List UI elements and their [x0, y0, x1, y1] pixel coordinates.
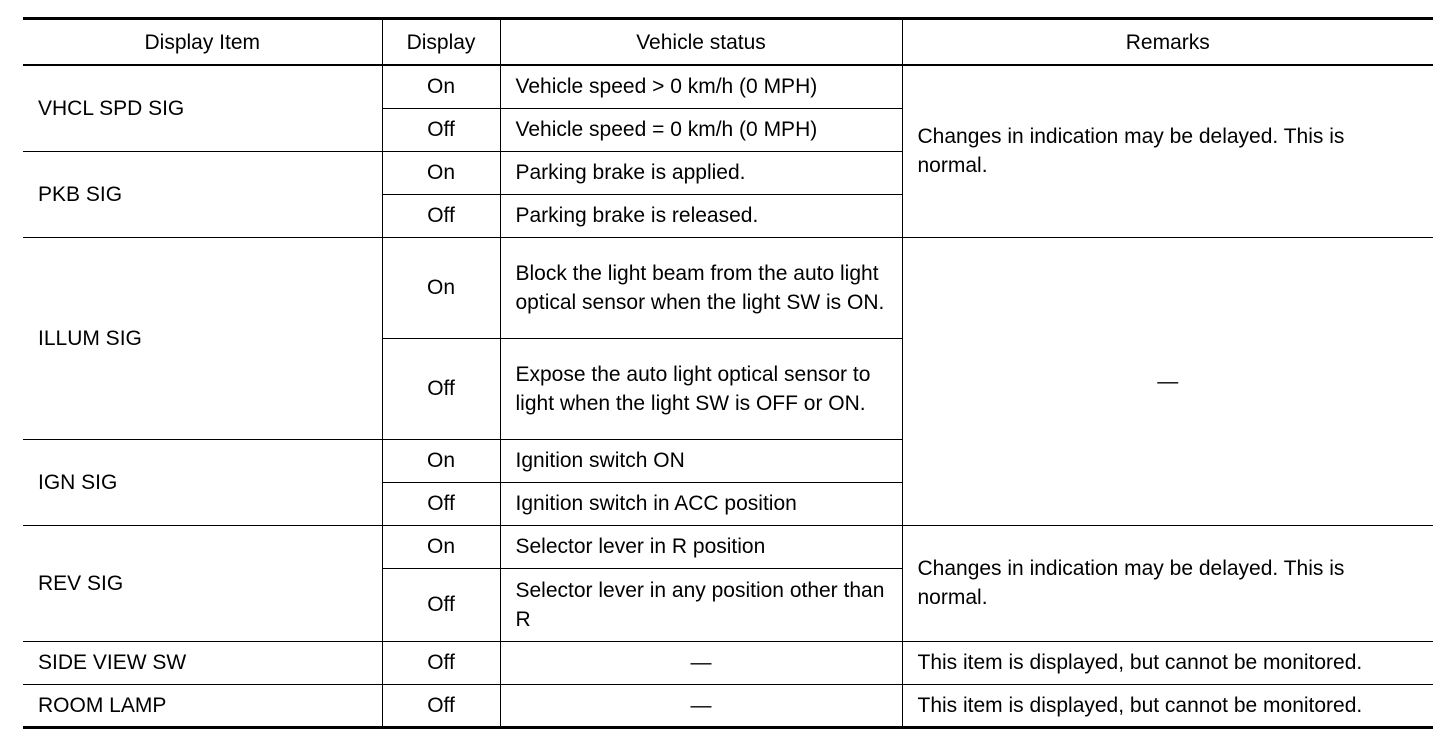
vehicle-status: — — [500, 684, 902, 727]
vehicle-status: Parking brake is applied. — [500, 151, 902, 194]
item-illum-sig: ILLUM SIG — [23, 237, 382, 439]
table-row — [23, 684, 1433, 727]
header-remarks: Remarks — [902, 19, 1433, 66]
display-value: On — [382, 151, 500, 194]
remark-not-monitored: This item is displayed, but cannot be monitored. — [902, 684, 1433, 727]
vehicle-status: Ignition switch in ACC position — [500, 482, 902, 525]
vehicle-status: Selector lever in R position — [500, 525, 902, 568]
table-row — [23, 65, 1433, 108]
table-row — [23, 641, 1433, 684]
display-value: Off — [382, 194, 500, 237]
vehicle-status: Expose the auto light optical sensor to light when the light SW is OFF or ON. — [500, 338, 902, 439]
item-vhcl-spd-sig: VHCL SPD SIG — [23, 65, 382, 151]
vehicle-status: Vehicle speed > 0 km/h (0 MPH) — [500, 65, 902, 108]
header-row — [23, 19, 1433, 66]
table-row — [23, 237, 1433, 338]
vehicle-status: Vehicle speed = 0 km/h (0 MPH) — [500, 108, 902, 151]
header-display: Display — [382, 19, 500, 66]
header-vehicle-status: Vehicle status — [500, 19, 902, 66]
table-row — [23, 525, 1433, 568]
header-display-item: Display Item — [23, 19, 382, 66]
display-value: Off — [382, 108, 500, 151]
display-value: Off — [382, 338, 500, 439]
remark-dash: — — [902, 237, 1433, 525]
remark-delayed-2: Changes in indication may be delayed. This is normal. — [902, 525, 1433, 641]
vehicle-status: Block the light beam from the auto light optical sensor when the light SW is ON. — [500, 237, 902, 338]
item-side-view-sw: SIDE VIEW SW — [23, 641, 382, 684]
vehicle-status: Selector lever in any position other than R — [500, 568, 902, 641]
display-value: Off — [382, 568, 500, 641]
remark-not-monitored: This item is displayed, but cannot be monitored. — [902, 641, 1433, 684]
vehicle-status: — — [500, 641, 902, 684]
item-rev-sig: REV SIG — [23, 525, 382, 641]
display-value: Off — [382, 684, 500, 727]
monitor-item-table — [23, 17, 1433, 729]
display-value: Off — [382, 482, 500, 525]
item-room-lamp: ROOM LAMP — [23, 684, 382, 727]
item-ign-sig: IGN SIG — [23, 439, 382, 525]
display-value: On — [382, 439, 500, 482]
remark-delayed-1: Changes in indication may be delayed. This is normal. — [902, 65, 1433, 237]
display-value: Off — [382, 641, 500, 684]
display-value: On — [382, 237, 500, 338]
vehicle-status: Parking brake is released. — [500, 194, 902, 237]
display-value: On — [382, 65, 500, 108]
display-value: On — [382, 525, 500, 568]
item-pkb-sig: PKB SIG — [23, 151, 382, 237]
vehicle-status: Ignition switch ON — [500, 439, 902, 482]
